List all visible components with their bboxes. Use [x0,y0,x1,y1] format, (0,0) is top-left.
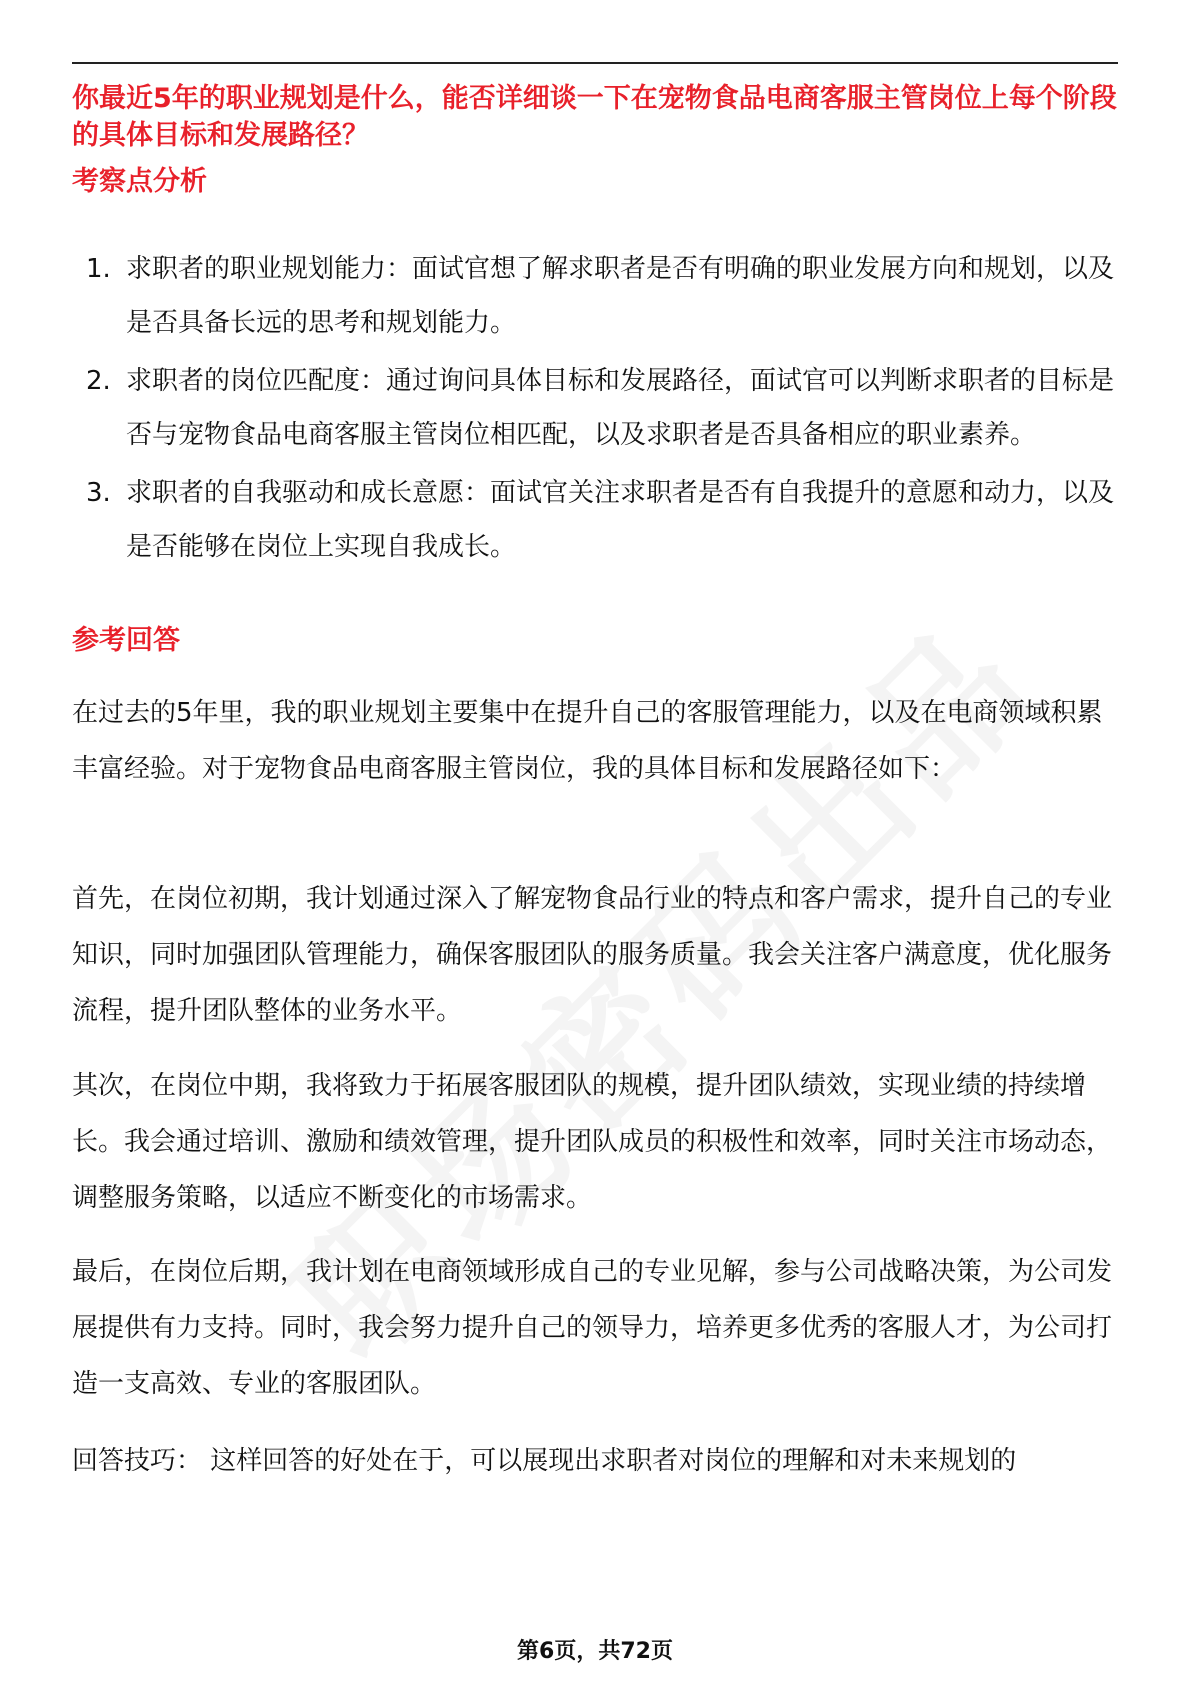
list-item-text: 求职者的自我驱动和成长意愿：面试官关注求职者是否有自我提升的意愿和动力，以及是否能够在岗位上实现自我成长。 [126,478,1115,562]
page-number: 第6页，共72页 [517,1639,673,1664]
list-number: 3. [86,478,111,508]
list-item [72,354,1118,462]
list-number: 2. [86,366,111,396]
answer-paragraph: 首先，在岗位初期，我计划通过深入了解宠物食品行业的特点和客户需求，提升自己的专业知识，同时加强团队管理能力，确保客服团队的服务质量。我会关注客户满意度，优化服务流程，提升团队整体的业务水平。 [72,884,1113,1026]
list-item [72,242,1118,350]
list-item [72,466,1118,574]
answer-paragraph: 其次，在岗位中期，我将致力于拓展客服团队的规模，提升团队绩效，实现业绩的持续增长。我会通过培训、激励和绩效管理，提升团队成员的积极性和效率，同时关注市场动态，调整服务策略，以适应不断变化的市场需求。 [72,1071,1113,1213]
answer-paragraph: 最后，在岗位后期，我计划在电商领域形成自己的专业见解，参与公司战略决策，为公司发展提供有力支持。同时，我会努力提升自己的领导力，培养更多优秀的客服人才，为公司打造一支高效、专业的客服团队。 [72,1257,1113,1399]
header-rule [72,62,1118,64]
list-number: 1. [86,254,111,284]
analysis-list [72,242,1118,578]
analysis-title: 考察点分析 [72,166,207,197]
answer-tip: 回答技巧： 这样回答的好处在于，可以展现出求职者对岗位的理解和对未来规划的 [72,1446,1017,1476]
list-item-text: 求职者的职业规划能力：面试官想了解求职者是否有明确的职业发展方向和规划，以及是否具备长远的思考和规划能力。 [126,254,1115,338]
list-item-text: 求职者的岗位匹配度：通过询问具体目标和发展路径，面试官可以判断求职者的目标是否与宠物食品电商客服主管岗位相匹配，以及求职者是否具备相应的职业素养。 [126,366,1115,450]
answer-title: 参考回答 [72,625,180,656]
question-heading: 你最近5年的职业规划是什么，能否详细谈一下在宠物食品电商客服主管岗位上每个阶段的具体目标和发展路径？ [72,83,1117,151]
answer-paragraph: 在过去的5年里，我的职业规划主要集中在提升自己的客服管理能力，以及在电商领域积累丰富经验。对于宠物食品电商客服主管岗位，我的具体目标和发展路径如下： [72,698,1103,784]
